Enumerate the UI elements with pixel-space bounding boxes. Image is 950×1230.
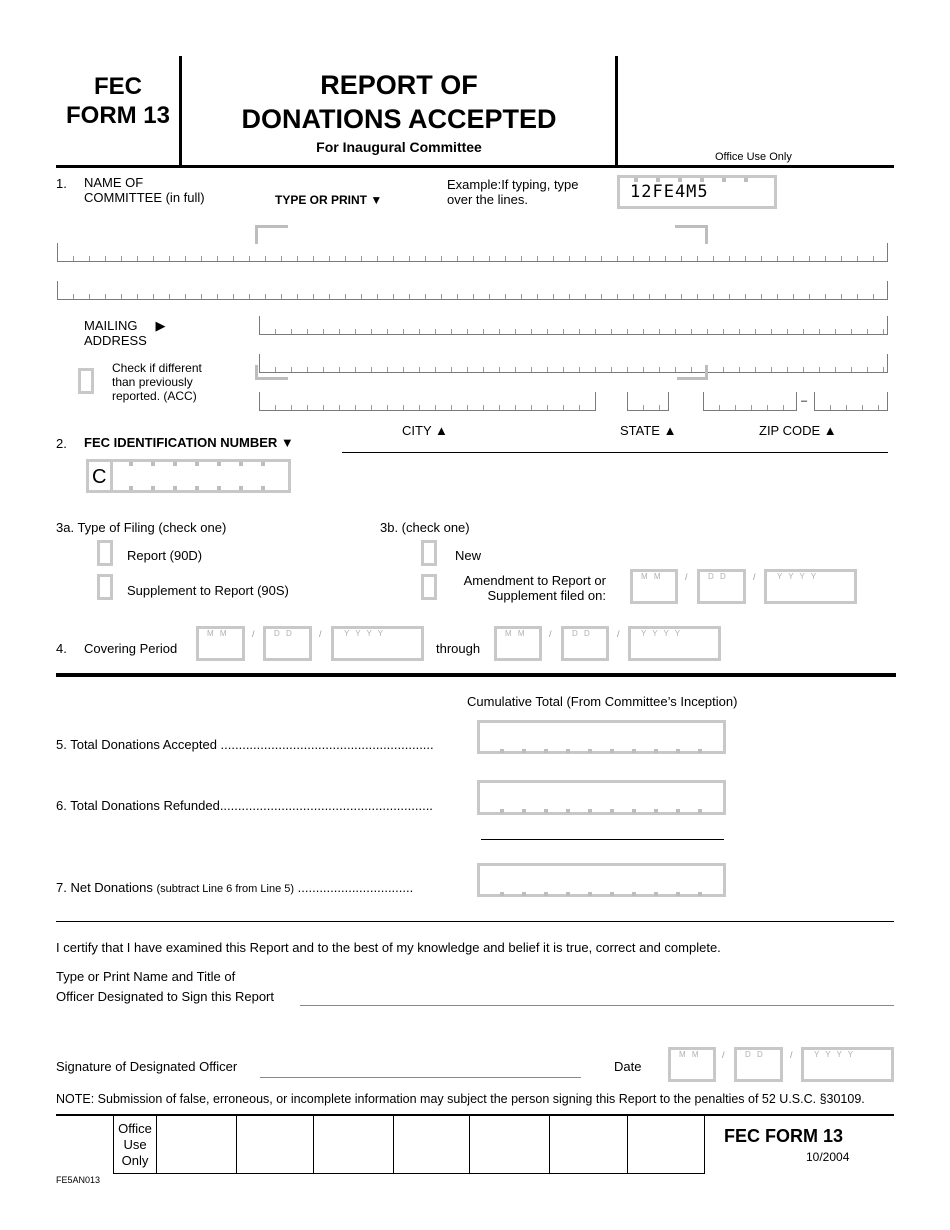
grid-divider-5 bbox=[469, 1115, 470, 1173]
line6-label: 6. Total Donations Refunded........................................................... bbox=[56, 798, 433, 813]
covering-period-label: Covering Period bbox=[84, 641, 178, 656]
sign-date-year[interactable] bbox=[801, 1047, 894, 1082]
period-end-month[interactable] bbox=[494, 626, 542, 661]
period-start-day-hint: D D bbox=[274, 629, 294, 638]
state-label: STATE ▲ bbox=[620, 423, 677, 438]
office-use-grid-label-line1: Office bbox=[118, 1121, 152, 1136]
zip-dash: – bbox=[801, 395, 808, 407]
signature-field[interactable] bbox=[260, 1077, 581, 1078]
grid-divider-3 bbox=[313, 1115, 314, 1173]
period-end-sep-2: / bbox=[617, 629, 620, 639]
line6-ticks bbox=[500, 809, 710, 813]
officer-name-label bbox=[56, 967, 274, 1007]
sign-date-month-hint: M M bbox=[679, 1050, 701, 1059]
signature-label: Signature of Designated Officer bbox=[56, 1059, 238, 1074]
new-checkbox[interactable] bbox=[421, 540, 437, 566]
footer-form-name: FEC FORM 13 bbox=[724, 1126, 844, 1146]
fec-id-ticks-bottom bbox=[129, 486, 279, 490]
period-start-sep-1: / bbox=[252, 629, 255, 639]
office-use-label: Office Use Only bbox=[715, 151, 792, 163]
amendment-label-line2: Supplement filed on: bbox=[487, 588, 606, 603]
sign-date-sep-1: / bbox=[722, 1050, 725, 1060]
committee-name-line2[interactable] bbox=[57, 281, 888, 300]
officer-name-label-line2: Officer Designated to Sign this Report bbox=[56, 989, 274, 1004]
amendment-year-hint: Y Y Y Y bbox=[777, 572, 819, 581]
title-line2: DONATIONS ACCEPTED bbox=[241, 104, 557, 134]
committee-name-label bbox=[84, 175, 205, 205]
sign-date-day-hint: D D bbox=[745, 1050, 765, 1059]
line5-amount-field[interactable] bbox=[477, 720, 726, 754]
fec-id-prefix-divider bbox=[110, 462, 113, 490]
line6-amount-field[interactable] bbox=[477, 780, 726, 815]
scan-mark-top-left bbox=[255, 225, 288, 244]
totals-subtraction-rule bbox=[481, 839, 724, 840]
header-bottom-rule bbox=[56, 165, 894, 168]
header-divider-right bbox=[615, 56, 618, 166]
sign-date-day[interactable] bbox=[734, 1047, 783, 1082]
office-use-grid bbox=[113, 1115, 705, 1174]
sign-date-year-hint: Y Y Y Y bbox=[814, 1050, 856, 1059]
fec-id-ticks-top bbox=[129, 462, 279, 466]
amendment-day-hint: D D bbox=[708, 572, 728, 581]
period-start-month[interactable] bbox=[196, 626, 245, 661]
grid-divider-6 bbox=[549, 1115, 550, 1173]
scan-mark-bottom-right bbox=[677, 365, 708, 380]
address-changed-label bbox=[112, 361, 202, 403]
mailing-address-label bbox=[84, 318, 165, 348]
city-label: CITY ▲ bbox=[402, 423, 448, 438]
period-start-day[interactable] bbox=[263, 626, 312, 661]
amendment-year[interactable] bbox=[764, 569, 857, 604]
section1-number: 1. bbox=[56, 176, 67, 191]
title-line1: REPORT OF bbox=[320, 70, 478, 100]
period-start-year[interactable] bbox=[331, 626, 424, 661]
line7-label bbox=[56, 880, 456, 897]
period-end-day[interactable] bbox=[561, 626, 609, 661]
mailing-address-line2: ADDRESS bbox=[84, 333, 147, 348]
amendment-type-label: 3b. (check one) bbox=[380, 520, 470, 535]
committee-name-label-line2: COMMITTEE (in full) bbox=[84, 190, 205, 205]
grid-divider-1 bbox=[156, 1115, 157, 1173]
line7-label-dots: ................................ bbox=[294, 880, 414, 895]
section4-bottom-rule bbox=[56, 673, 896, 677]
example-value: 12FE4M5 bbox=[630, 182, 709, 202]
period-end-year-hint: Y Y Y Y bbox=[641, 629, 683, 638]
committee-name-line1[interactable] bbox=[57, 243, 888, 262]
zip-label: ZIP CODE ▲ bbox=[759, 423, 837, 438]
example-box bbox=[617, 175, 777, 209]
footer-code: FE5AN013 bbox=[56, 1175, 101, 1185]
officer-name-field[interactable] bbox=[300, 1005, 894, 1006]
office-use-grid-label-line2: Use bbox=[123, 1137, 147, 1152]
period-end-year[interactable] bbox=[628, 626, 721, 661]
committee-name-label-line1: NAME OF bbox=[84, 175, 144, 190]
supplement-90s-label: Supplement to Report (90S) bbox=[127, 583, 289, 598]
sign-date-month[interactable] bbox=[668, 1047, 716, 1082]
example-text-line2: over the lines. bbox=[447, 192, 528, 207]
address-bottom-rule bbox=[342, 452, 888, 453]
report-90d-checkbox[interactable] bbox=[97, 540, 113, 566]
line5-ticks bbox=[500, 749, 710, 753]
report-90d-label: Report (90D) bbox=[127, 548, 203, 563]
address-line2[interactable] bbox=[259, 354, 888, 373]
mailing-address-line1 bbox=[84, 318, 165, 333]
grid-divider-4 bbox=[393, 1115, 394, 1173]
scan-mark-top-right bbox=[675, 225, 708, 244]
amendment-sep-1: / bbox=[685, 572, 688, 582]
grid-divider-2 bbox=[236, 1115, 237, 1173]
period-end-month-hint: M M bbox=[505, 629, 527, 638]
section4-number: 4. bbox=[56, 641, 67, 656]
form-id bbox=[56, 72, 180, 130]
totals-bottom-rule bbox=[56, 921, 894, 922]
penalty-note: NOTE: Submission of false, erroneous, or incomplete information may subject the person signing this Report to the penalties of 52 U.S.C. §30109. bbox=[56, 1092, 865, 1106]
page-title bbox=[182, 68, 616, 136]
through-label: through bbox=[436, 641, 481, 656]
line5-label: 5. Total Donations Accepted ........................................................... bbox=[56, 737, 434, 752]
form-id-line1: FEC bbox=[94, 73, 142, 100]
footer-revision: 10/2004 bbox=[806, 1150, 850, 1164]
form-id-line2: FORM 13 bbox=[65, 102, 170, 129]
type-or-print-label: TYPE OR PRINT ▼ bbox=[275, 193, 383, 207]
line7-amount-field[interactable] bbox=[477, 863, 726, 897]
filing-type-label: 3a. Type of Filing (check one) bbox=[56, 520, 227, 535]
address-changed-line3: reported. (ACC) bbox=[112, 389, 197, 403]
new-label: New bbox=[455, 548, 482, 563]
fec-id-prefix: C bbox=[92, 466, 107, 488]
line7-label-note: (subtract Line 6 from Line 5) bbox=[156, 883, 295, 895]
fec-id-label: FEC IDENTIFICATION NUMBER ▼ bbox=[84, 435, 294, 450]
period-end-sep-1: / bbox=[549, 629, 552, 639]
address-changed-checkbox[interactable] bbox=[78, 368, 94, 394]
arrow-right-icon: ▶ bbox=[155, 318, 166, 333]
date-label: Date bbox=[614, 1059, 642, 1074]
example-text bbox=[447, 177, 579, 207]
supplement-90s-checkbox[interactable] bbox=[97, 574, 113, 600]
certification-statement: I certify that I have examined this Report and to the best of my knowledge and belief it is true, correct and complete. bbox=[56, 940, 721, 955]
example-text-line1: Example:If typing, type bbox=[447, 177, 579, 192]
amendment-month-hint: M M bbox=[641, 572, 663, 581]
mailing-text-1: MAILING bbox=[84, 318, 138, 333]
address-changed-line1: Check if different bbox=[112, 361, 202, 375]
scan-mark-bottom-left bbox=[255, 365, 288, 380]
zip-field-5[interactable] bbox=[703, 392, 797, 411]
fec-id-field[interactable] bbox=[86, 459, 291, 493]
period-start-year-hint: Y Y Y Y bbox=[344, 629, 386, 638]
amendment-month[interactable] bbox=[630, 569, 678, 604]
cumulative-total-header: Cumulative Total (From Committee’s Inception) bbox=[467, 694, 738, 709]
address-line1[interactable] bbox=[259, 316, 888, 335]
grid-divider-7 bbox=[627, 1115, 628, 1173]
officer-name-label-line1: Type or Print Name and Title of bbox=[56, 969, 236, 984]
amendment-checkbox[interactable] bbox=[421, 574, 437, 600]
city-field[interactable] bbox=[259, 392, 596, 411]
page-subtitle: For Inaugural Committee bbox=[316, 139, 482, 155]
office-use-grid-label-line3: Only bbox=[121, 1153, 149, 1168]
line7-ticks bbox=[500, 892, 710, 896]
state-field[interactable] bbox=[627, 392, 669, 411]
period-start-sep-2: / bbox=[319, 629, 322, 639]
amendment-sep-2: / bbox=[753, 572, 756, 582]
section2-number: 2. bbox=[56, 436, 67, 451]
sign-date-sep-2: / bbox=[790, 1050, 793, 1060]
address-changed-line2: than previously bbox=[112, 375, 193, 389]
amendment-label bbox=[455, 573, 606, 603]
amendment-label-line1: Amendment to Report or bbox=[463, 573, 606, 588]
zip-field-4[interactable] bbox=[814, 392, 888, 411]
amendment-day[interactable] bbox=[697, 569, 746, 604]
period-start-month-hint: M M bbox=[207, 629, 229, 638]
line7-label-main: 7. Net Donations bbox=[56, 880, 157, 895]
period-end-day-hint: D D bbox=[572, 629, 592, 638]
office-use-grid-label bbox=[114, 1121, 156, 1169]
